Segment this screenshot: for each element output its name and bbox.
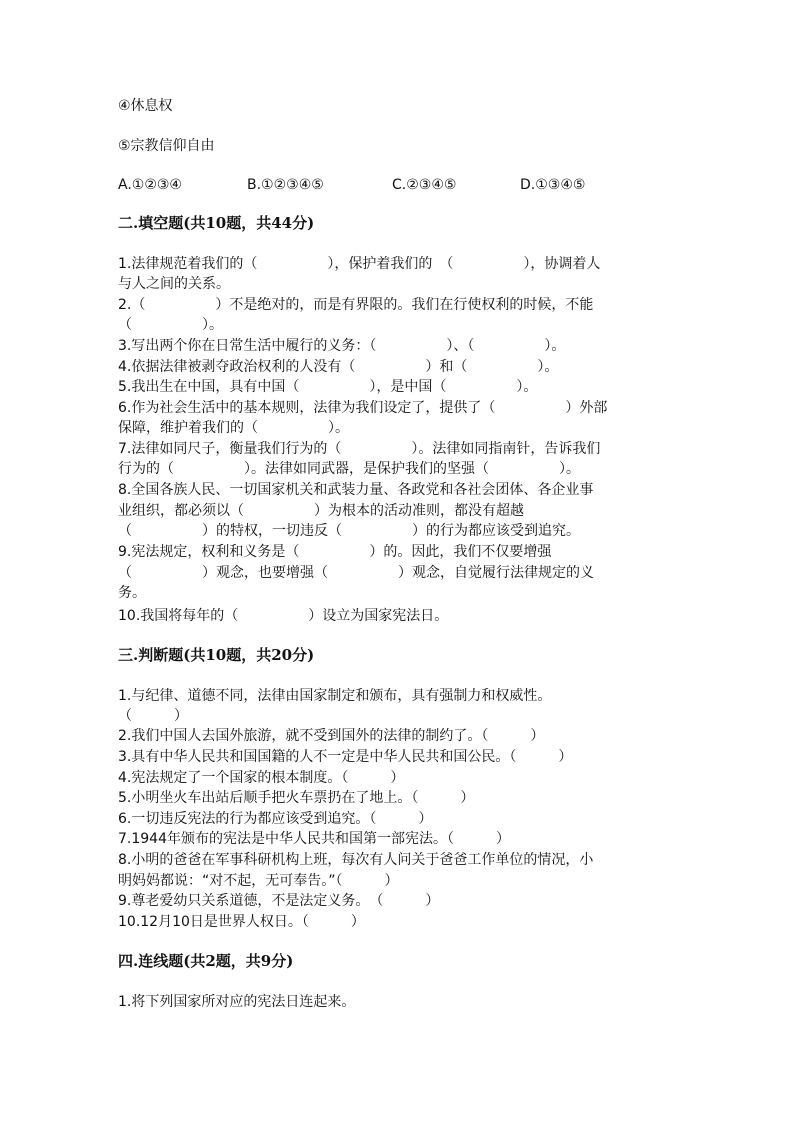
fill-blank-line: 与人之间的关系。: [118, 276, 230, 292]
fill-blank-line: 保障，维护着我们的（ ）。: [118, 420, 349, 436]
true-false-line: （ ）: [118, 708, 188, 724]
choice-b: B.①②③④⑤: [247, 177, 324, 193]
true-false-line: 9.尊老爱幼只关系道德，不是法定义务。 （ ）: [118, 893, 440, 909]
option-religion-freedom: ⑤宗教信仰自由: [118, 138, 215, 154]
fill-blank-line: 行为的（ ）。法律如同武器，是保护我们的坚强（ ）。: [118, 461, 580, 477]
matching-line: 1.将下列国家所对应的宪法日连起来。: [118, 994, 356, 1010]
true-false-line: 3.具有中华人民共和国国籍的人不一定是中华人民共和国公民。（ ）: [118, 749, 573, 765]
fill-blank-line: 10.我国将每年的（ ）设立为国家宪法日。: [118, 608, 449, 624]
fill-blank-line: 7.法律如同尺子，衡量我们行为的（ ）。法律如同指南针，告诉我们: [118, 441, 601, 457]
true-false-line: 5.小明坐火车出站后顺手把火车票扔在了地上。（ ）: [118, 790, 475, 806]
fill-blank-line: 8.全国各族人民、一切国家机关和武装力量、各政党和各社会团体、各企业事: [118, 482, 594, 498]
fill-blank-line: 业组织，都必须以（ ）为根本的活动准则，都没有超越: [118, 503, 524, 519]
true-false-line: 7.1944年颁布的宪法是中华人民共和国第一部宪法。（ ）: [118, 831, 510, 847]
true-false-line: 10.12月10日是世界人权日。（ ）: [118, 914, 365, 930]
fill-blank-line: （ ）的特权，一切违反（ ）的行为都应该受到追究。: [118, 523, 580, 539]
true-false-line: 8.小明的爸爸在军事科研机构上班，每次有人问关于爸爸工作单位的情况，小: [118, 852, 594, 868]
fill-blank-line: 2.（ ）不是绝对的，而是有界限的。我们在行使权利的时候，不能: [118, 297, 594, 313]
choice-c: C.②③④⑤: [392, 177, 457, 193]
choice-d: D.①③④⑤: [520, 177, 586, 193]
fill-blank-line: 3.写出两个你在日常生活中履行的义务：（ ）、（ ）。: [118, 338, 566, 354]
option-rest-right: ④休息权: [118, 98, 173, 114]
fill-blank-line: 9.宪法规定，权利和义务是（ ）的。因此，我们不仅要增强: [118, 544, 552, 560]
fill-blank-line: 4.依据法律被剥夺政治权利的人没有（ ）和（ ）。: [118, 359, 559, 375]
true-false-line: 6.一切违反宪法的行为都应该受到追究。（ ）: [118, 811, 433, 827]
choice-a: A.①②③④: [118, 177, 182, 193]
fill-blank-line: 1.法律规范着我们的（ ），保护着我们的 （ ），协调着人: [118, 256, 601, 272]
fill-blank-line: 5.我出生在中国，具有中国（ ），是中国（ ）。: [118, 379, 538, 395]
fill-blank-line: 6.作为社会生活中的基本规则，法律为我们设定了，提供了（ ）外部: [118, 400, 608, 416]
fill-blank-line: 务。: [118, 585, 146, 601]
true-false-line: 1.与纪律、道德不同，法律由国家制定和颁布，具有强制力和权威性。: [118, 688, 552, 704]
fill-blank-line: （ ）。: [118, 317, 223, 333]
true-false-line: 明妈妈都说：“对不起，无可奉告。”（ ）: [118, 873, 399, 889]
section-heading-true-false: 三.判断题(共10题，共20分): [118, 646, 315, 664]
section-heading-fill-blank: 二.填空题(共10题，共44分): [118, 214, 315, 232]
fill-blank-line: （ ）观念，也要增强（ ）观念，自觉履行法律规定的义: [118, 565, 594, 581]
true-false-line: 4.宪法规定了一个国家的根本制度。（ ）: [118, 770, 405, 786]
true-false-line: 2.我们中国人去国外旅游，就不受到国外的法律的制约了。（ ）: [118, 728, 545, 744]
section-heading-matching: 四.连线题(共2题，共9分): [118, 952, 294, 970]
